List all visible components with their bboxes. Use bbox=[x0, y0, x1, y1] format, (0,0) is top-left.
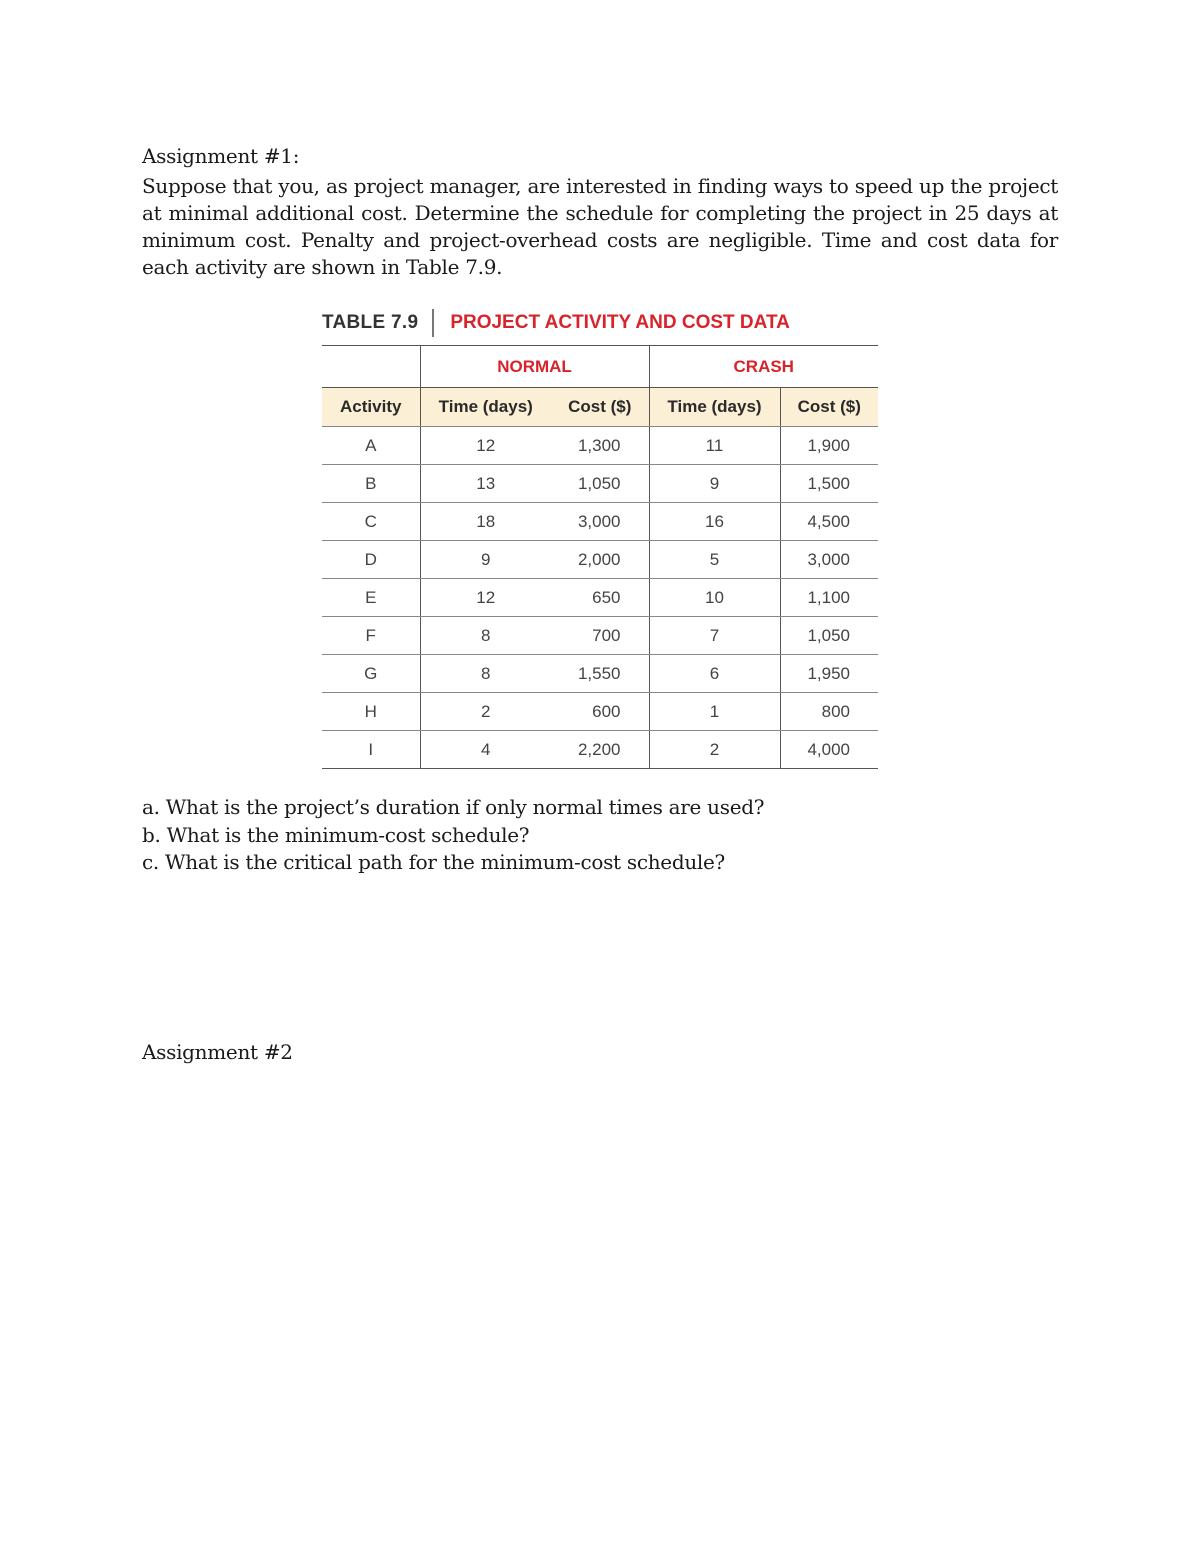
cell-normal-cost: 600 bbox=[551, 693, 649, 731]
column-header-crash-cost: Cost ($) bbox=[780, 388, 878, 427]
table-row bbox=[322, 503, 878, 541]
cell-normal-time: 12 bbox=[420, 579, 551, 617]
cell-normal-time: 8 bbox=[420, 617, 551, 655]
cell-normal-time: 4 bbox=[420, 731, 551, 769]
cell-crash-time: 6 bbox=[649, 655, 780, 693]
cell-normal-cost: 2,200 bbox=[551, 731, 649, 769]
cell-crash-time: 2 bbox=[649, 731, 780, 769]
cell-crash-cost: 1,950 bbox=[780, 655, 878, 693]
cell-crash-time: 9 bbox=[649, 465, 780, 503]
cell-crash-cost: 3,000 bbox=[780, 541, 878, 579]
column-header-normal-time: Time (days) bbox=[420, 388, 551, 427]
question-b: b. What is the minimum-cost schedule? bbox=[142, 822, 530, 847]
cell-crash-time: 16 bbox=[649, 503, 780, 541]
cell-crash-cost: 1,050 bbox=[780, 617, 878, 655]
cell-normal-cost: 1,050 bbox=[551, 465, 649, 503]
table-number-label: TABLE 7.9 bbox=[322, 312, 419, 333]
cell-crash-cost: 1,100 bbox=[780, 579, 878, 617]
cell-normal-cost: 3,000 bbox=[551, 503, 649, 541]
cell-normal-time: 2 bbox=[420, 693, 551, 731]
cell-crash-time: 10 bbox=[649, 579, 780, 617]
cell-crash-cost: 1,500 bbox=[780, 465, 878, 503]
cell-activity: G bbox=[322, 655, 420, 693]
cell-normal-time: 9 bbox=[420, 541, 551, 579]
table-caption: PROJECT ACTIVITY AND COST DATA bbox=[450, 312, 790, 333]
group-header-normal: NORMAL bbox=[420, 346, 649, 388]
cell-crash-cost: 4,500 bbox=[780, 503, 878, 541]
cell-activity: A bbox=[322, 427, 420, 465]
question-list bbox=[142, 794, 764, 877]
assignment-2-heading: Assignment #2 bbox=[142, 1040, 293, 1064]
cell-crash-cost: 800 bbox=[780, 693, 878, 731]
cell-normal-cost: 1,550 bbox=[551, 655, 649, 693]
cell-normal-time: 12 bbox=[420, 427, 551, 465]
cell-crash-cost: 4,000 bbox=[780, 731, 878, 769]
table-row bbox=[322, 617, 878, 655]
cell-crash-time: 7 bbox=[649, 617, 780, 655]
cell-normal-cost: 2,000 bbox=[551, 541, 649, 579]
cell-activity: H bbox=[322, 693, 420, 731]
cell-normal-time: 8 bbox=[420, 655, 551, 693]
cell-normal-cost: 1,300 bbox=[551, 427, 649, 465]
cell-activity: D bbox=[322, 541, 420, 579]
cell-activity: I bbox=[322, 731, 420, 769]
cell-crash-time: 5 bbox=[649, 541, 780, 579]
table-title-divider bbox=[432, 309, 434, 337]
group-header-crash: CRASH bbox=[649, 346, 878, 388]
column-header-activity: Activity bbox=[322, 388, 420, 427]
table-row bbox=[322, 541, 878, 579]
table-title bbox=[322, 309, 790, 337]
cell-activity: F bbox=[322, 617, 420, 655]
table-column-header-row bbox=[322, 388, 878, 427]
column-header-crash-time: Time (days) bbox=[649, 388, 780, 427]
assignment-1-intro: Suppose that you, as project manager, are interested in finding ways to speed up the project at minimal additional cost. Determine the schedule for completing the project in 25 days at minimum cost. Penalty and project-overhead costs are negligible. Time and cost data for each activity are shown in Table 7.9. bbox=[142, 174, 1058, 279]
table-row bbox=[322, 427, 878, 465]
table-row bbox=[322, 655, 878, 693]
cell-normal-time: 13 bbox=[420, 465, 551, 503]
table-row bbox=[322, 579, 878, 617]
cell-normal-cost: 650 bbox=[551, 579, 649, 617]
assignment-1-heading: Assignment #1: bbox=[142, 144, 300, 168]
table-row bbox=[322, 465, 878, 503]
table-group-header-row bbox=[322, 346, 878, 388]
question-a: a. What is the project’s duration if only normal times are used? bbox=[142, 795, 765, 819]
column-header-normal-cost: Cost ($) bbox=[551, 388, 649, 427]
cell-crash-cost: 1,900 bbox=[780, 427, 878, 465]
group-header-empty-cell bbox=[322, 346, 420, 388]
cell-normal-time: 18 bbox=[420, 503, 551, 541]
cell-activity: C bbox=[322, 503, 420, 541]
cell-crash-time: 1 bbox=[649, 693, 780, 731]
cell-normal-cost: 700 bbox=[551, 617, 649, 655]
table-row bbox=[322, 693, 878, 731]
question-c: c. What is the critical path for the minimum-cost schedule? bbox=[142, 850, 725, 874]
cell-crash-time: 11 bbox=[649, 427, 780, 465]
cell-activity: B bbox=[322, 465, 420, 503]
table-row bbox=[322, 731, 878, 769]
cell-activity: E bbox=[322, 579, 420, 617]
activity-cost-table bbox=[322, 345, 878, 769]
